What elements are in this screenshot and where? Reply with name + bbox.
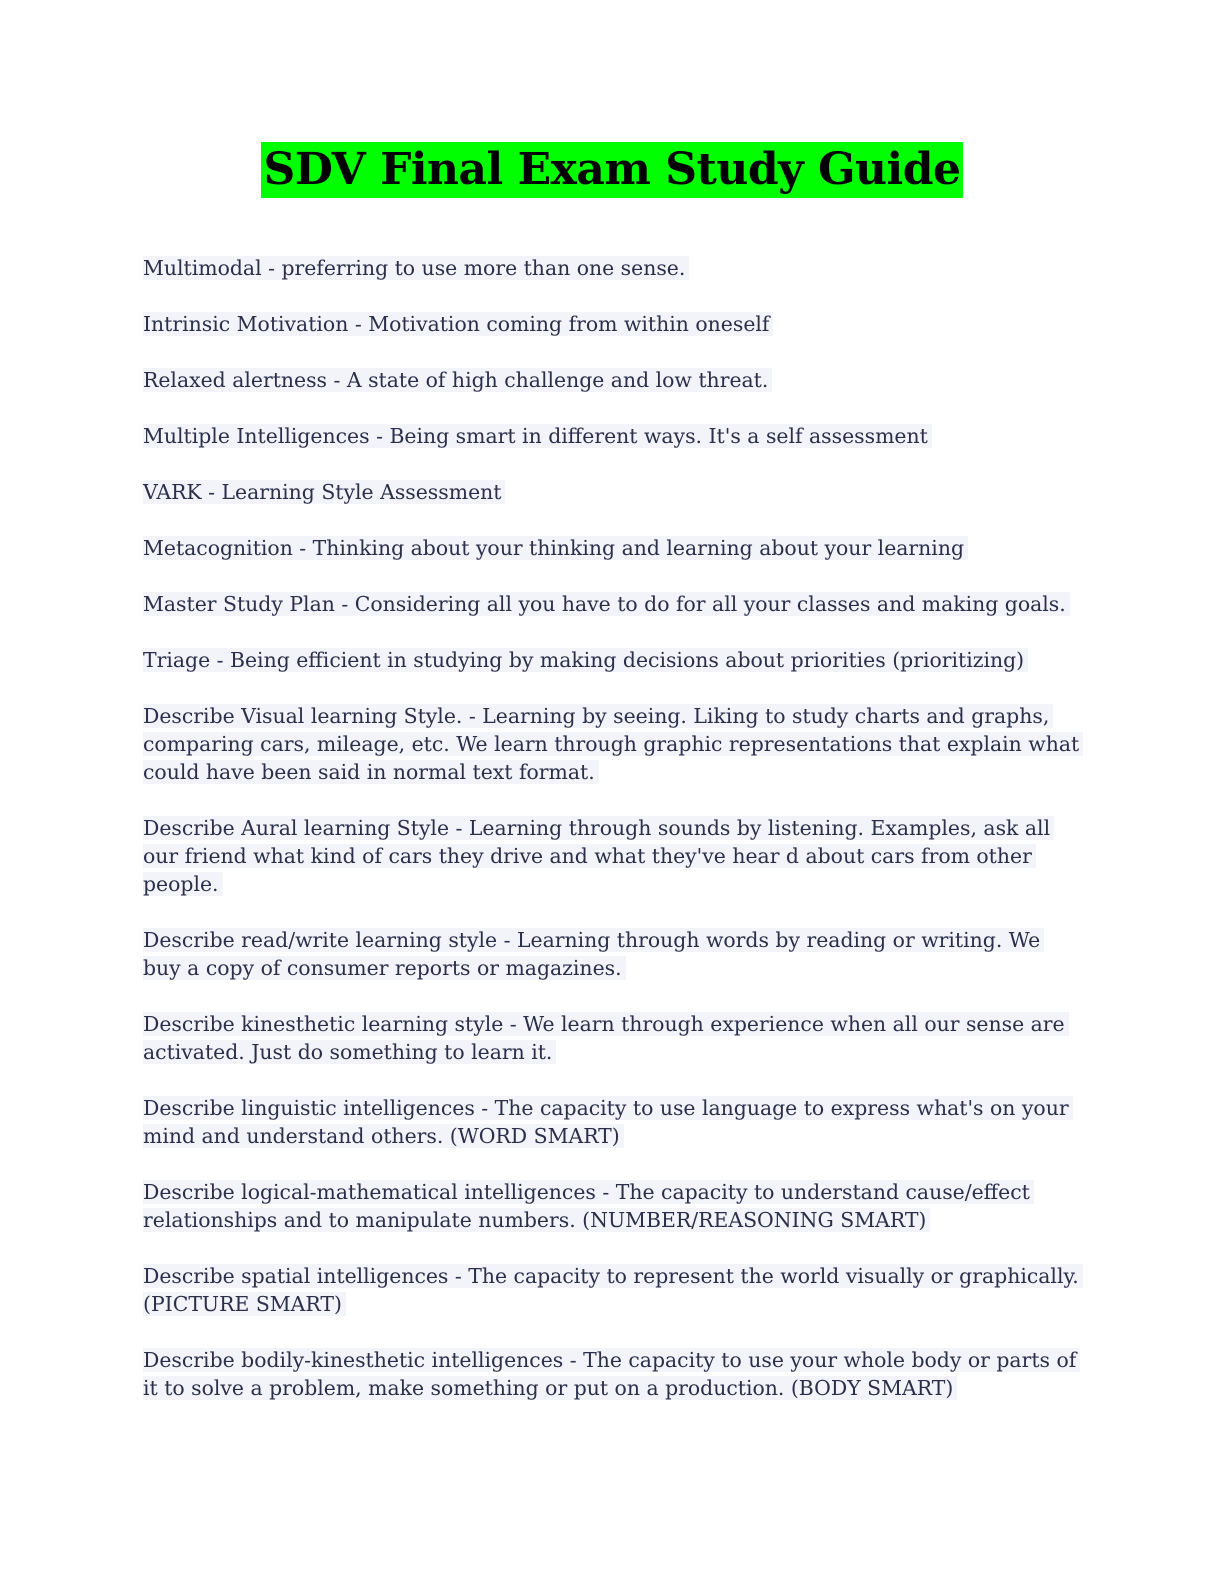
list-item xyxy=(143,254,1083,282)
entry-text: Multimodal - preferring to use more than one sense. xyxy=(143,256,689,280)
entry-text: Master Study Plan - Considering all you have to do for all your classes and making goals. xyxy=(143,592,1070,616)
entry-text: Describe kinesthetic learning style - We learn through experience when all our sense are activated. Just do something to learn it. xyxy=(143,1012,1069,1064)
entry-text: Describe spatial intelligences - The capacity to represent the world visually or graphically. (PICTURE SMART) xyxy=(143,1264,1083,1316)
entry-text: Multiple Intelligences - Being smart in different ways. It's a self assessment xyxy=(143,424,932,448)
entry-text: Describe Visual learning Style. - Learning by seeing. Liking to study charts and graphs, comparing cars, mileage, etc. We learn through graphic representations that explain what could have been said in normal text format. xyxy=(143,704,1083,784)
list-item xyxy=(143,646,1083,674)
list-item xyxy=(143,1010,1083,1066)
entry-text: Describe logical-mathematical intelligences - The capacity to understand cause/effect relationships and to manipulate numbers. (NUMBER/REASONING SMART) xyxy=(143,1180,1034,1232)
list-item xyxy=(143,1346,1083,1402)
list-item xyxy=(143,422,1083,450)
entry-text: Triage - Being efficient in studying by making decisions about priorities (prioritizing) xyxy=(143,648,1028,672)
entry-text: Describe linguistic intelligences - The capacity to use language to express what's on your mind and understand others. (WORD SMART) xyxy=(143,1096,1073,1148)
entry-text: Relaxed alertness - A state of high challenge and low threat. xyxy=(143,368,772,392)
entry-text: VARK - Learning Style Assessment xyxy=(143,480,505,504)
list-item xyxy=(143,366,1083,394)
list-item xyxy=(143,478,1083,506)
list-item xyxy=(143,1262,1083,1318)
entry-text: Describe bodily-kinesthetic intelligences - The capacity to use your whole body or parts of it to solve a problem, make something or put on a production. (BODY SMART) xyxy=(143,1348,1080,1400)
list-item xyxy=(143,702,1083,786)
entry-text: Intrinsic Motivation - Motivation coming from within oneself xyxy=(143,312,773,336)
entry-text: Describe Aural learning Style - Learning through sounds by listening. Examples, ask all our friend what kind of cars they drive and what they've hear d about cars from other people. xyxy=(143,816,1054,896)
entry-text: Describe read/write learning style - Learning through words by reading or writing. We buy a copy of consumer reports or magazines. xyxy=(143,928,1044,980)
list-item xyxy=(143,534,1083,562)
list-item xyxy=(143,926,1083,982)
list-item xyxy=(143,814,1083,898)
title-container xyxy=(0,142,1224,198)
list-item xyxy=(143,1094,1083,1150)
list-item xyxy=(143,1178,1083,1234)
entry-text: Metacognition - Thinking about your thinking and learning about your learning xyxy=(143,536,968,560)
study-guide-list xyxy=(143,254,1083,1430)
list-item xyxy=(143,310,1083,338)
list-item xyxy=(143,590,1083,618)
document-title: SDV Final Exam Study Guide xyxy=(261,142,962,198)
